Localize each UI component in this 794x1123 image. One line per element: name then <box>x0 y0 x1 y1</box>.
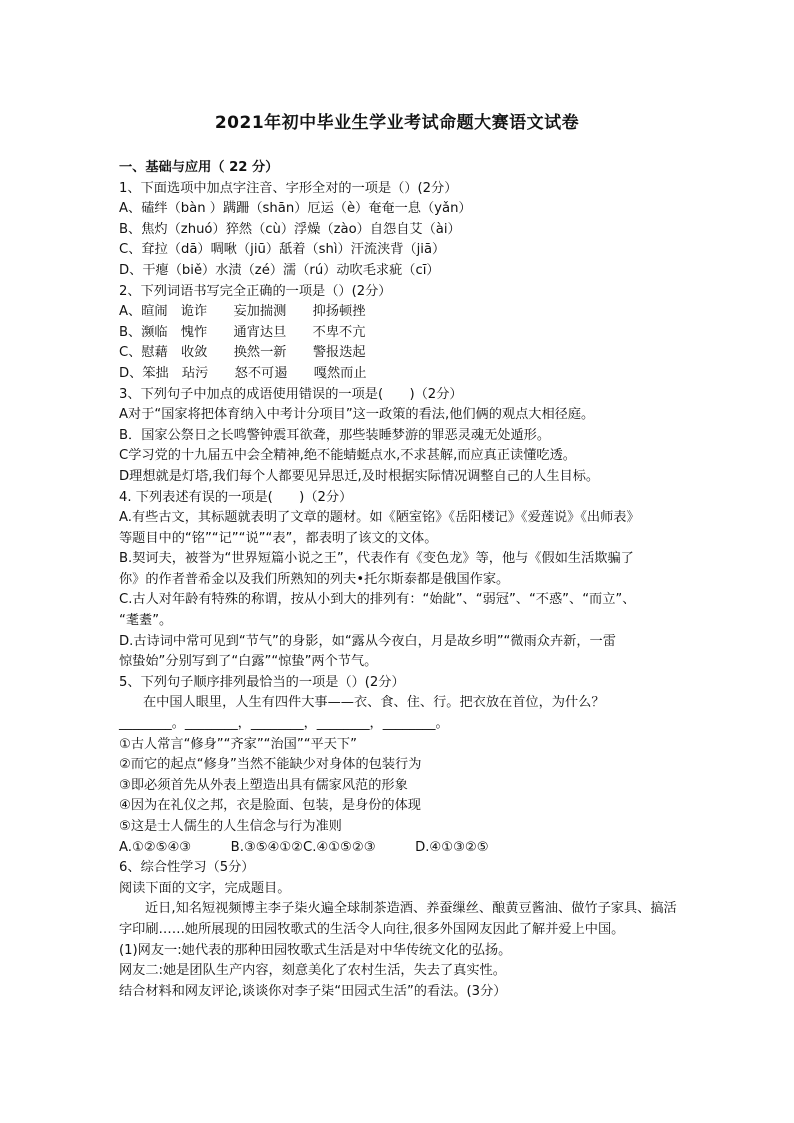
text-line: B.契诃夫，被誉为“世界短篇小说之王”，代表作有《变色龙》等，他与《假如生活欺骗了 <box>119 551 634 567</box>
text-line: 4. 下列表述有误的一项是( )（2分） <box>119 489 353 505</box>
text-line: 6、综合性学习（5分） <box>119 860 255 876</box>
text-line: ②而它的起点“修身”当然不能缺少对身体的包装行为 <box>119 757 422 773</box>
text-line: 等题目中的“铭”“记”“说”“表”，都表明了该文的文体。 <box>119 530 438 546</box>
text-line: 你》的作者普希金以及我们所熟知的列夫•托尔斯泰都是俄国作家。 <box>119 571 510 587</box>
text-line: A、暄闹 诡诈 妄加揣测 抑扬顿挫 <box>119 304 366 320</box>
exam-title: 2021年初中毕业生学业考试命题大赛语文试卷 <box>214 113 580 133</box>
text-line: 阅读下面的文字，完成题目。 <box>119 880 291 896</box>
text-line: 3、下列句子中加点的成语使用错误的一项是( )（2分） <box>119 386 463 402</box>
text-line: ①古人常言“修身”“齐家”“治国”“平天下” <box>119 736 357 752</box>
text-line: 1、下面选项中加点字注音、字形全对的一项是（）(2分） <box>119 180 458 196</box>
text-line: 一、基础与应用（ 22 分） <box>119 160 279 175</box>
text-line: B、濒临 愧怍 通宵达旦 不卑不亢 <box>119 324 366 340</box>
text-line: ________。________，________，________，________。 <box>119 716 449 732</box>
text-line: A.①②⑤④③ B.③⑤④①②C.④①⑤②③ D.④①③②⑤ <box>119 839 489 855</box>
text-line: “耄耋”。 <box>119 613 173 629</box>
text-line: ③即必须首先从外表上塑造出具有儒家风范的形象 <box>119 777 408 793</box>
text-line: ④因为在礼仪之邦，衣是脸面、包装，是身份的体现 <box>119 798 421 814</box>
text-line: 近日,知名短视频博主李子柒火遍全球制茶造酒、养蚕缫丝、酿黄豆酱油、做竹子家具、搞活字印刷……她所展现的田园牧歌式的生活令人向往,很多外国网友因此了解并爱上中国。 <box>119 901 677 937</box>
text-line: B．国家公祭日之长鸣警钟震耳欲聋，那些装睡梦游的罪恶灵魂无处遁形。 <box>119 427 551 443</box>
exam-content <box>119 158 679 1002</box>
text-line: D.古诗词中常可见到“节气”的身影，如“露从今夜白，月是故乡明”“微雨众卉新，一雷 <box>119 633 616 649</box>
text-line: 结合材料和网友评论,谈谈你对李子柒“田园式生活”的看法。(3分） <box>119 983 507 999</box>
text-line: D、干瘪（biě）水渍（zé）濡（rú）动吹毛求疵（cī） <box>119 262 440 278</box>
text-line: A、磕绊（bàn ）蹒跚（shān）厄运（è）奄奄一息（yǎn） <box>119 201 472 217</box>
text-line: D理想就是灯塔,我们每个人都要见异思迁,及时根据实际情况调整自己的人生目标。 <box>119 468 600 484</box>
text-line: C学习党的十九届五中会全精神,绝不能蜻蜓点水,不求甚解,而应真正读懂吃透。 <box>119 448 576 464</box>
text-line: D、笨拙 玷污 怒不可遏 嘎然而止 <box>119 365 367 381</box>
text-line: ⑤这是士人儒生的人生信念与行为准则 <box>119 819 342 834</box>
text-line: 网友二:她是团队生产内容，刻意美化了农村生活，失去了真实性。 <box>119 963 506 979</box>
text-line: 在中国人眼里，人生有四件大事——衣、食、住、行。把衣放在首位，为什么？ <box>143 695 605 711</box>
text-line: A.有些古文，其标题就表明了文章的题材。如《陋室铭》《岳阳楼记》《爱莲说》《出师表》 <box>119 510 640 526</box>
text-line: C.古人对年龄有特殊的称谓，按从小到大的排列有：“始龀”、“弱冠”、“不惑”、“而立”、 <box>119 592 636 608</box>
text-line: (1)网友一:她代表的那种田园牧歌式生活是对中华传统文化的弘扬。 <box>119 942 512 958</box>
text-line: 2、下列词语书写完全正确的一项是（）(2分） <box>119 283 392 299</box>
text-line: B、焦灼（zhuó）猝然（cù）浮燥（zào）自怨自艾（ài） <box>119 221 461 237</box>
text-line: C、慰藉 收敛 换然一新 警报迭起 <box>119 345 366 361</box>
text-line: A对于“国家将把体育纳入中考计分项目”这一政策的看法,他们俩的观点大相径庭。 <box>119 407 595 423</box>
text-line: C、耷拉（dā）啁啾（jiū）舐着（shì）汗流浃背（jiā） <box>119 242 446 258</box>
text-line: 惊蛰始”分别写到了“白露”“惊蛰”两个节气。 <box>119 654 378 670</box>
text-line: 5、下列句子顺序排列最恰当的一项是（）(2分） <box>119 674 405 690</box>
